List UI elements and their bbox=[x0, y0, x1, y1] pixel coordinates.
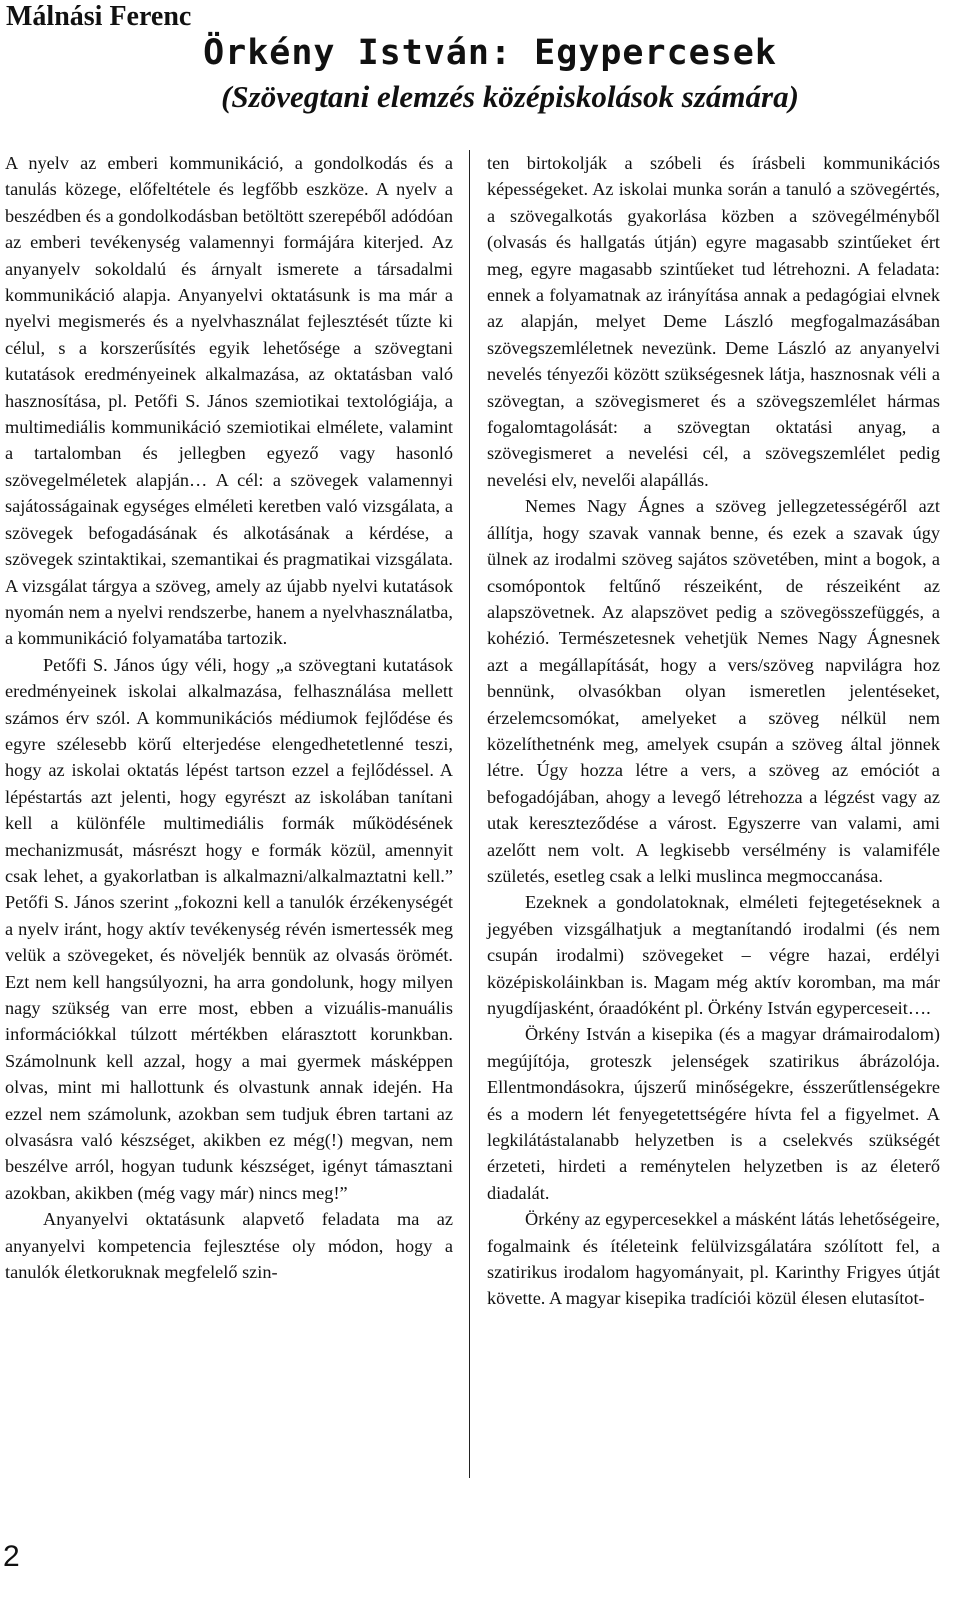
paragraph: Örkény az egypercesekkel a másként látás lehetőségeire, fogalmaink és ítéleteink felülvizsgálatára szólított fel, a szatirikus irodalom hagyományait, pl. Karinthy Frigyes útját követte. A magyar kisepika tradíciói közül élesen elutasítot- bbox=[487, 1209, 940, 1309]
left-column bbox=[5, 150, 453, 1285]
paragraph: Ezeknek a gondolatoknak, elméleti fejtegetéseknek a jegyében vizsgálhatjuk a megtanítandó irodalmi (és nem csupán irodalmi) szövegeket – végre hazai, erdélyi középiskoláinkban is. Magam még aktív koromban, ma már nyugdíjasként, óraadóként pl. Örkény István egyperceseit…. bbox=[487, 892, 940, 1018]
article-title: Örkény István: Egypercesek bbox=[203, 33, 777, 73]
right-column bbox=[487, 150, 940, 1312]
paragraph: Örkény István a kisepika (és a magyar drámairodalom) megújítója, groteszk jelenségek szatirikus ábrázolója. Ellentmondásokra, újszerű minőségekre, ésszerűtlenségekre és a modern lét fenyegetettségére hívta fel a figyelmet. A legkilátástalanabb helyzetben is a cselekvés szükségét érzeteti, hirdeti a reménytelen helyzetben is az életerő diadalát. bbox=[487, 1024, 940, 1203]
paragraph: Nemes Nagy Ágnes a szöveg jellegzetességéről azt állítja, hogy szavak vannak benne, és ezek a szavak úgy ülnek az irodalmi szöveg sajátos szövetében, mint a bogok, a csomópontok feltűnő részeiként, de részeiként az alapszövetnek. Az alapszövet pedig a szövegösszefüggés, a kohézió. Természetesnek vehetjük Nemes Nagy Ágnesnek azt a megállapítását, hogy a vers/szöveg napvilágra hoz bennünk, olvasókban olyan ismeretlen jelentéseket, érzelemcsomókat, amelyeket a szöveg nélkül nem közelíthetnénk meg, amelyek csupán a szöveg által jönnek létre. Úgy hozza létre a vers, a szöveg az emóciót a befogadójában, ahogy a levegő létrehozza a légzést vagy az utak kereszteződése a várost. Egyszerre van valami, ami azelőtt nem volt. A legkisebb versélmény is valamiféle születés, esetleg csak a lelki muslinca megmoccanása. bbox=[487, 496, 940, 886]
column-divider bbox=[469, 150, 470, 1478]
author-name: Málnási Ferenc bbox=[6, 1, 192, 32]
page-number: 2 bbox=[3, 1540, 20, 1573]
article-subtitle: (Szövegtani elemzés középiskolások számára) bbox=[221, 79, 799, 114]
paragraph: ten birtokolják a szóbeli és írásbeli kommunikációs képességeket. Az iskolai munka során a tanuló a szövegértés, a szövegalkotás gyakorlása közben a szövegélményből (olvasás és hallgatás útján) egyre magasabb szintűeket ért meg, egyre magasabb szintűeket tud létrehozni. A feladata: ennek a folyamatnak az irányítása annak a pedagógiai elvnek az alapján, melyet Deme László megfogalmazásában szövegszemléletnek nevezünk. Deme László az anyanyelvi nevelés tényezői között szükségesnek látja, hasznosnak véli a szövegtan, a szövegismeret és a szövegszemlélet hármas fogalomtagolását: a szövegtan oktatási anyag, a szövegismeret a nevelési cél, a szövegszemlélet pedig nevelési elv, nevelői alapállás. bbox=[487, 153, 940, 490]
paragraph: A nyelv az emberi kommunikáció, a gondolkodás és a tanulás közege, előfeltétele és legfőbb eszköze. A nyelv a beszédben és a gondolkodásban betöltött szerepéből adódóan az emberi tevékenység valamennyi formájára kiterjed. Az anyanyelv sokoldalú és árnyalt ismerete a társadalmi kommunikáció alapja. Anyanyelvi oktatásunk is ma már a nyelvi megismerés és a nyelvhasználat fejlesztését tűzte ki célul, s a korszerűsítés egyik lehetősége a szövegtani kutatások eredményeinek alkalmazása, az oktatásban való hasznosítása, pl. Petőfi S. János szemiotikai textológiája, a multimediális kommunikáció szemiotikai elmélete, valamint a tartalomban és jellegben egyező vagy hasonló szövegelméletek alapján… A cél: a szövegek valamennyi sajátosságainak egységes elméleti keretben való vizsgálata, a szövegek befogadásának és alkotásának a kérdése, a szövegek szintaktikai, szemantikai és pragmatikai vizsgálata. A vizsgálat tárgya a szöveg, amely az újabb nyelvi kutatások nyomán nem a nyelvi rendszerbe, hanem a nyelvhasználatba, a kommunikáció folyamatába tartozik. bbox=[5, 153, 453, 649]
paragraph: Petőfi S. János úgy véli, hogy „a szövegtani kutatások eredményeinek iskolai alkalmazása, felhasználása mellett számos érv szól. A kommunikációs médiumok fejlődése és egyre szélesebb körű elterjedése elengedhetetlenné teszi, hogy az iskolai oktatás lépést tartson ezzel a fejlődéssel. A lépéstartás azt jelenti, hogy egyrészt az iskolában tanítani kell a különféle multimediális formák működésének mechanizmusát, másrészt hogy e formák közül, amennyit csak lehet, a gyakorlatban is alkalmazni/alkalmaztatni kell.” Petőfi S. János szerint „fokozni kell a tanulók érzékenységét a nyelv iránt, hogy aktív tevékenység révén ismertessék meg velük a szövegeket, és növeljék bennük az olvasás örömét. Ezt nem kell hangsúlyozni, ha arra gondolunk, hogy milyen nagy szükség van erre most, ebben a vizuális-manuális információkkal túlzott mértékben elárasztott korunkban. Számolnunk kell azzal, hogy a mai gyermek másképpen olvas, mint mi hallottunk és olvastunk annak idején. Ha ezzel nem számolunk, azokban sem tudjuk ébren tartani az olvasásra való készséget, akikben ez még(!) megvan, nem beszélve arról, hogyan tudunk készséget, igényt támasztani azokban, akikben (még vagy már) nincs meg!” bbox=[5, 654, 453, 1203]
paragraph: Anyanyelvi oktatásunk alapvető feladata ma az anyanyelvi kompetencia fejlesztése oly módon, hogy a tanulók életkoruknak megfelelő szin- bbox=[5, 1209, 453, 1283]
